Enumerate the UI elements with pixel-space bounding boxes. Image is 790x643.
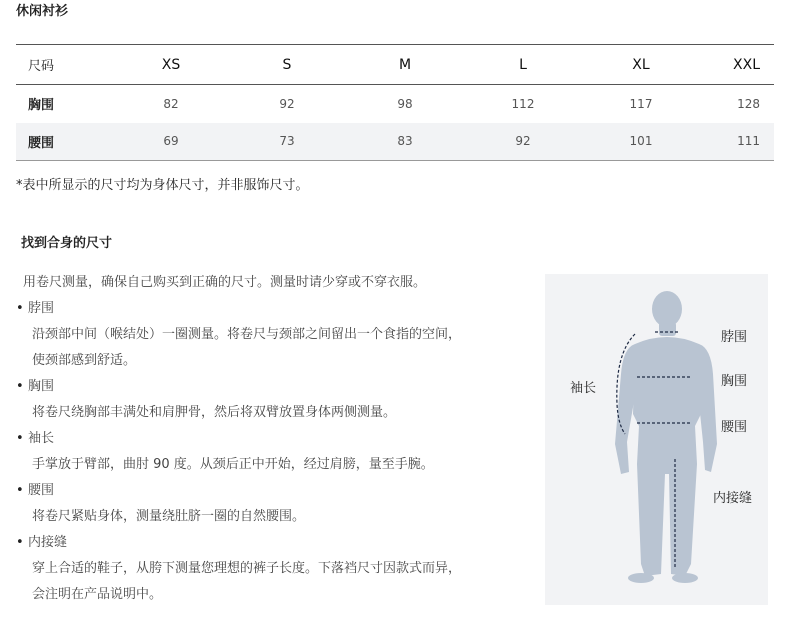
guide-item-desc: 将卷尺绕胸部丰满处和肩胛骨，然后将双臂放置身体两侧测量。	[32, 405, 397, 420]
row-label: 胸围	[28, 98, 55, 114]
figure-label-inseam: 内接缝	[713, 491, 753, 506]
bullet-icon: •	[16, 379, 24, 394]
column-header: XL	[632, 56, 650, 73]
section-title: 休闲衬衫	[16, 4, 69, 19]
guide-item-title	[16, 530, 523, 556]
guide-item-desc: 手掌放于臂部，曲肘 90 度。从颈后正中开始，经过肩膀，量至手腕。	[32, 457, 434, 472]
table-cell: 111	[737, 134, 760, 149]
table-row	[16, 85, 774, 123]
size-note: *表中所显示的尺寸均为身体尺寸，并非服饰尺寸。	[16, 178, 309, 193]
table-cell: 128	[737, 96, 760, 111]
figure-label-waist: 腰围	[721, 420, 748, 435]
guide-intro: 用卷尺测量，确保自己购买到正确的尺寸。测量时请少穿或不穿衣服。	[23, 275, 427, 290]
table-cell: 73	[279, 134, 295, 149]
table-header-row	[16, 45, 774, 85]
bullet-icon: •	[16, 301, 24, 316]
guide-item-sleeve	[16, 426, 523, 478]
guide-item-title	[16, 426, 523, 452]
column-header: XS	[161, 56, 181, 73]
guide-item-chest	[16, 374, 523, 426]
guide-item-waist	[16, 478, 523, 530]
column-header: 尺码	[28, 59, 55, 74]
figure-label-chest: 胸围	[721, 374, 748, 389]
measurement-figure	[545, 274, 768, 605]
guide-item-label: 内接缝	[28, 535, 68, 550]
column-header: L	[519, 56, 527, 73]
table-cell: 98	[397, 96, 413, 111]
bullet-icon: •	[16, 535, 24, 550]
figure-label-neck: 脖围	[721, 330, 748, 345]
table-row	[16, 123, 774, 161]
guide-item-label: 胸围	[28, 379, 55, 394]
table-cell: 82	[163, 96, 179, 111]
guide-item-desc: 使颈部感到舒适。	[32, 353, 137, 368]
table-cell: 92	[279, 96, 295, 111]
bullet-icon: •	[16, 431, 24, 446]
size-table	[16, 44, 774, 161]
guide-item-label: 袖长	[28, 431, 55, 446]
bullet-icon: •	[16, 483, 24, 498]
guide-item-desc: 沿颈部中间（喉结处）一圈测量。将卷尺与颈部之间留出一个食指的空间，	[32, 327, 462, 342]
table-cell: 117	[629, 96, 653, 111]
guide-item-title	[16, 296, 523, 322]
guide-item-neck	[16, 296, 523, 374]
guide-item-desc: 将卷尺紧贴身体，测量绕肚脐一圈的自然腰围。	[32, 509, 306, 524]
row-label: 腰围	[28, 135, 55, 151]
measurement-guide	[16, 270, 523, 608]
guide-item-inseam	[16, 530, 523, 608]
table-cell: 101	[629, 134, 653, 149]
guide-item-desc: 穿上合适的鞋子，从胯下测量您理想的裤子长度。下落裆尺寸因款式而异，	[32, 561, 462, 576]
guide-title: 找到合身的尺寸	[21, 236, 113, 251]
guide-item-title	[16, 478, 523, 504]
column-header: M	[398, 56, 412, 73]
table-cell: 83	[397, 134, 413, 149]
column-header: S	[282, 56, 292, 73]
guide-item-title	[16, 374, 523, 400]
body-silhouette-icon	[545, 274, 768, 605]
guide-item-label: 脖围	[28, 301, 55, 316]
figure-label-sleeve: 袖长	[570, 381, 597, 396]
table-cell: 92	[515, 134, 531, 149]
guide-item-label: 腰围	[28, 483, 55, 498]
table-cell: 112	[511, 96, 535, 111]
table-cell: 69	[163, 134, 179, 149]
column-header: XXL	[733, 56, 760, 73]
guide-item-desc: 会注明在产品说明中。	[32, 587, 163, 602]
